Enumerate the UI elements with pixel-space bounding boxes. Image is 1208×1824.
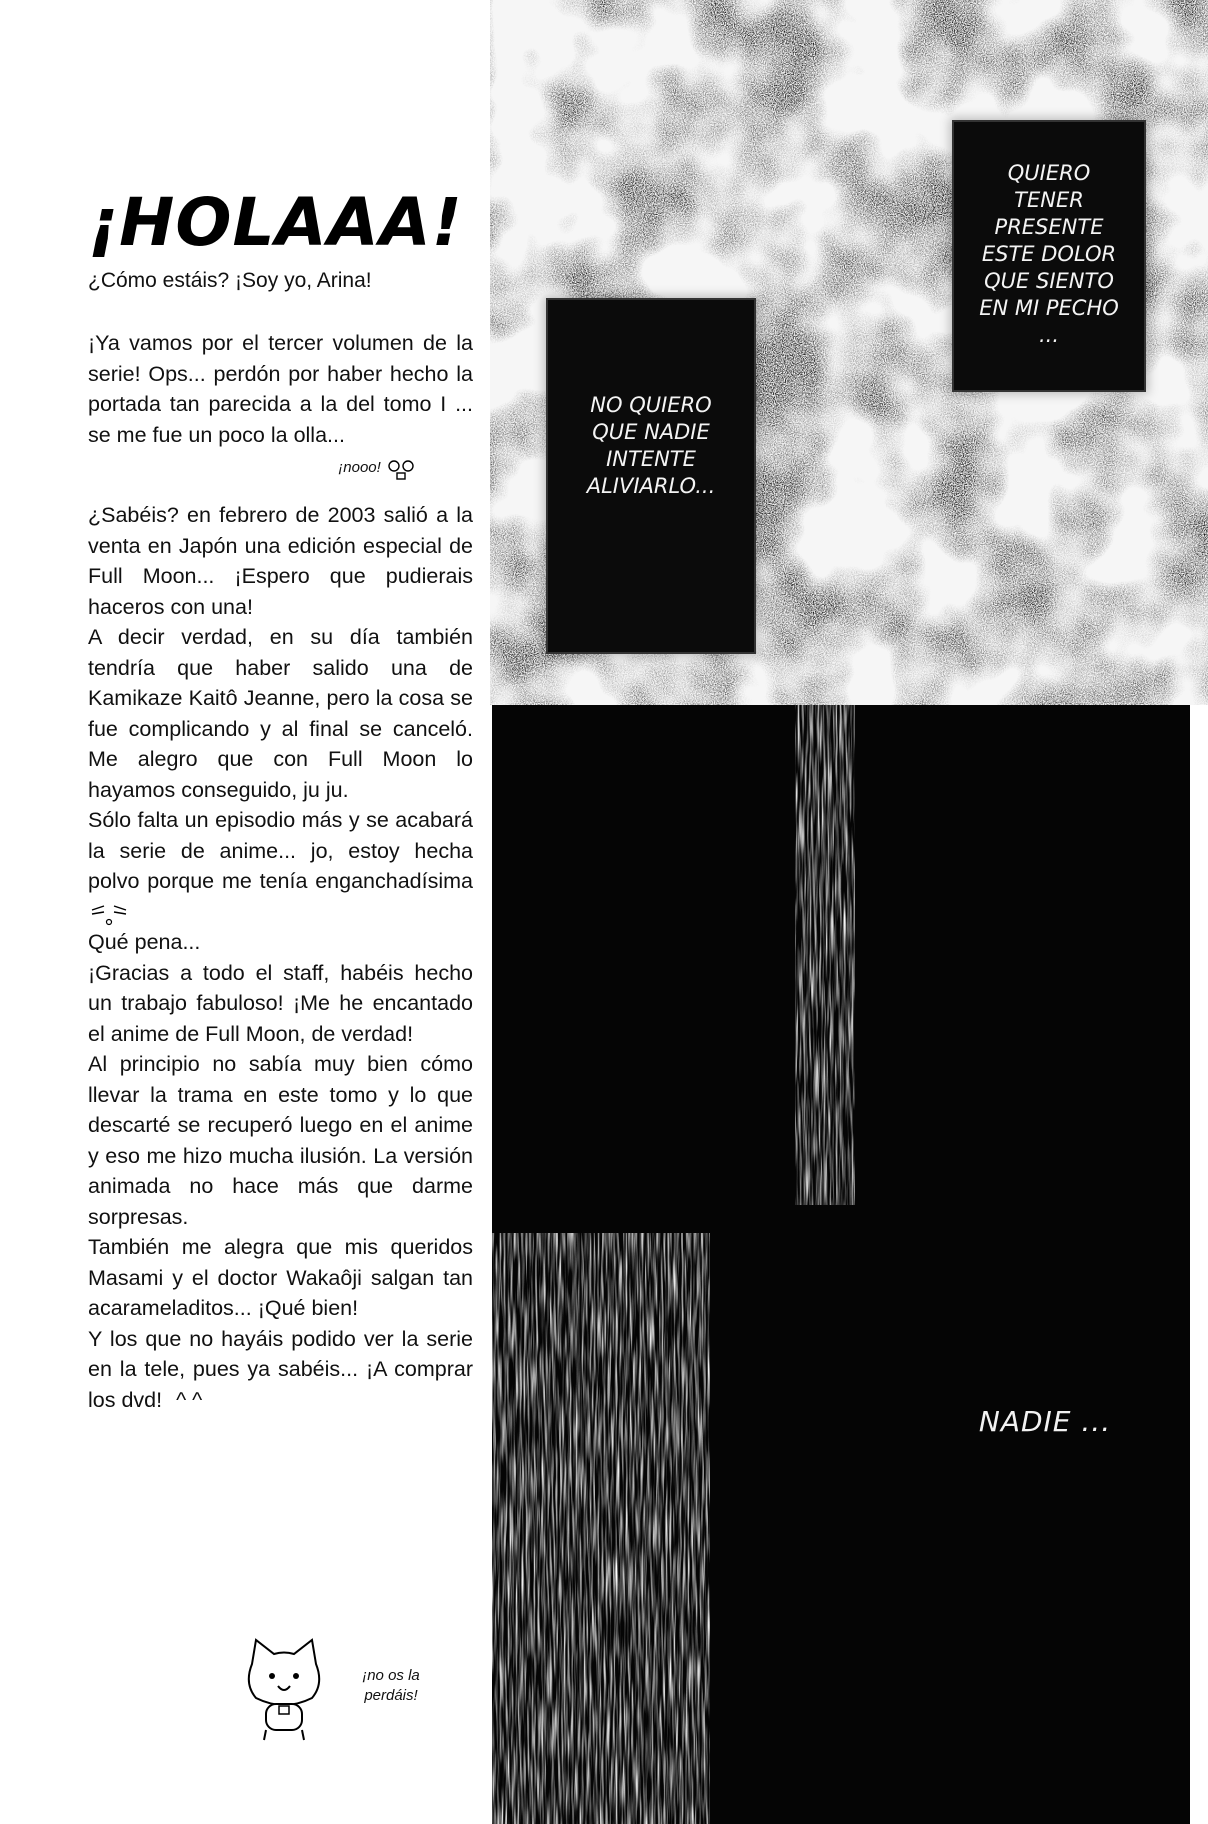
note-aside-nooo	[88, 456, 417, 480]
note-greeting: ¿Cómo estáis? ¡Soy yo, Arina!	[88, 269, 372, 292]
note-paragraph-6: ¡Gracias a todo el staff, habéis hecho un trabajo fabuloso! ¡Me he encantado el anime de Full Moon, de verdad!	[88, 960, 473, 1046]
note-paragraph-3: A decir verdad, en su día también tendría que haber salido una de Kamikaze Kaitô Jeanne, pero la cosa se fue complicando y al final se canceló. Me alegro que con Full Moon lo hayamos conseguido, ju ju.	[88, 625, 473, 802]
crying-face-icon	[385, 456, 417, 480]
note-paragraph-2: ¿Sabéis? en febrero de 2003 salió a la venta en Japón una edición especial de Full Moon... ¡Espero que pudierais haceros con una!	[88, 503, 473, 619]
note-paragraph-1: ¡Ya vamos por el tercer volumen de la serie! Ops... perdón por haber hecho la portada tan parecida a la del tomo I ... se me fue un poco la olla...	[88, 331, 473, 447]
narration-box-no-quiero	[548, 300, 754, 652]
narration-box-quiero	[954, 122, 1144, 390]
paragraph-4-text: Sólo falta un episodio más y se acabará la serie de anime... jo, estoy hecha polvo porque me tenía enganchadísima	[88, 808, 473, 893]
dark-panel	[492, 705, 1190, 1824]
scratch-texture	[492, 705, 1190, 1824]
narration-text-no-quiero: NO QUIERO QUE NADIE INTENTE ALIVIARLO...	[586, 393, 716, 498]
cat-caption: ¡no os la perdáis!	[362, 1667, 420, 1704]
sad-face-icon	[88, 900, 132, 926]
narration-nadie: NADIE ...	[978, 1405, 1112, 1438]
emoticon: ^ ^	[176, 1387, 203, 1412]
note-paragraph-5: Qué pena...	[88, 930, 201, 954]
note-title: ¡HOLAAA!	[88, 184, 463, 261]
narration-text-quiero: QUIERO TENER PRESENTE ESTE DOLOR QUE SIENTO EN MI PECHO ...	[979, 161, 1119, 347]
note-paragraph-4	[88, 805, 473, 927]
aside-text: ¡nooo!	[338, 458, 381, 476]
note-paragraph-7: Al principio no sabía muy bien cómo llevar la trama en este tomo y lo que descarté se recuperó luego en el anime y eso me hizo mucha ilusión. La versión animada no hace más que darme sorpresas.	[88, 1052, 473, 1229]
note-paragraph-8: También me alegra que mis queridos Masami y el doctor Wakaôji salgan tan acarameladitos... ¡Qué bien!	[88, 1235, 473, 1320]
cat-doodle-icon	[234, 1626, 334, 1746]
note-paragraph-9	[88, 1324, 473, 1416]
paragraph-9-text: Y los que no hayáis podido ver la serie en la tele, pues ya sabéis... ¡A comprar los dvd!	[88, 1326, 473, 1412]
author-note	[88, 184, 473, 1415]
